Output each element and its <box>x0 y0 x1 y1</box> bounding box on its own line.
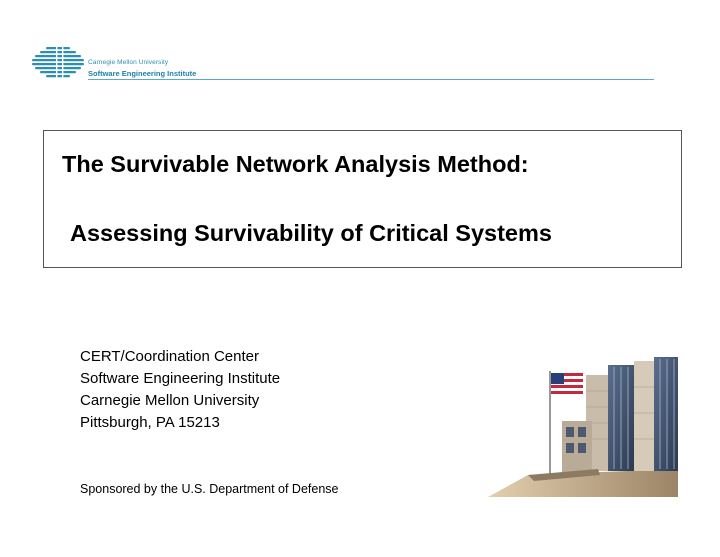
org-institute-label: Software Engineering Institute <box>88 69 197 78</box>
sei-logo-icon <box>32 46 84 78</box>
title-box <box>43 130 682 268</box>
address-line: Pittsburgh, PA 15213 <box>80 414 220 431</box>
slide-title: The Survivable Network Analysis Method: <box>62 151 529 177</box>
slide-header <box>0 0 720 90</box>
slide-subtitle: Assessing Survivability of Critical Systems <box>70 220 552 246</box>
header-divider <box>88 79 654 80</box>
sponsor-note: Sponsored by the U.S. Department of Defense <box>80 482 339 496</box>
org-university-label: Carnegie Mellon University <box>88 59 169 66</box>
address-block <box>80 346 280 434</box>
sei-building-photo-icon <box>488 357 678 497</box>
address-line: CERT/Coordination Center <box>80 348 259 365</box>
address-line: Carnegie Mellon University <box>80 392 260 409</box>
address-line: Software Engineering Institute <box>80 370 281 387</box>
